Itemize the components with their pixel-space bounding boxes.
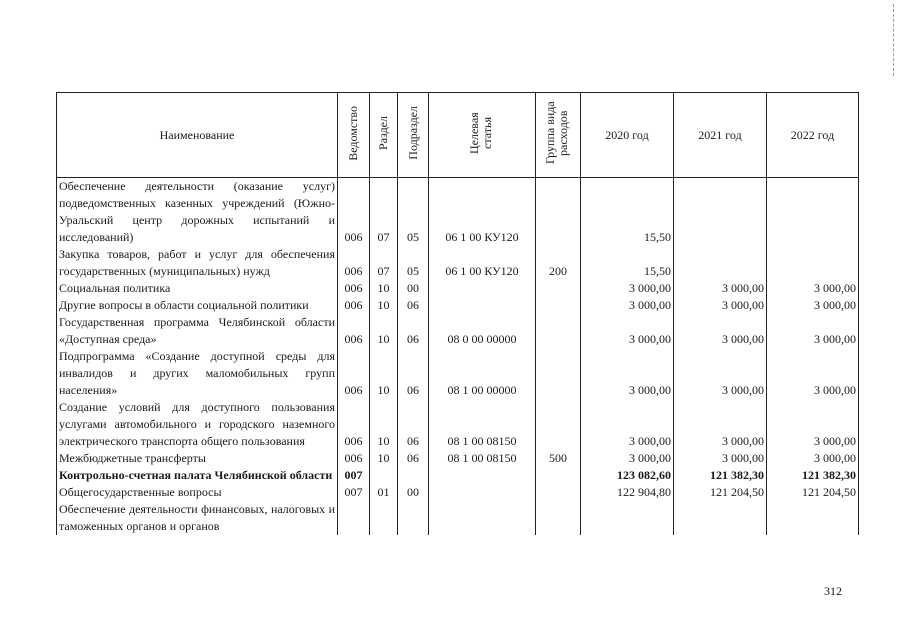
page-edge-mark <box>893 4 895 76</box>
cell-grp <box>536 501 581 535</box>
table-row <box>57 501 859 535</box>
cell-v2022: 3 000,00 <box>767 399 859 450</box>
cell-sub: 00 <box>398 484 429 501</box>
cell-v2022 <box>767 246 859 280</box>
cell-grp <box>536 280 581 297</box>
cell-name: Другие вопросы в области социальной политики <box>57 297 338 314</box>
cell-v2022: 3 000,00 <box>767 314 859 348</box>
table-row <box>57 314 859 348</box>
cell-sec: 01 <box>370 484 398 501</box>
cell-v2020: 122 904,80 <box>581 484 674 501</box>
cell-sec: 07 <box>370 178 398 247</box>
cell-sec: 07 <box>370 246 398 280</box>
cell-name: Обеспечение деятельности финансовых, налоговых и таможенных органов и органов <box>57 501 338 535</box>
cell-sub: 05 <box>398 178 429 247</box>
cell-dept: 006 <box>338 246 370 280</box>
cell-v2020: 3 000,00 <box>581 297 674 314</box>
cell-v2021: 3 000,00 <box>674 399 767 450</box>
cell-v2021: 3 000,00 <box>674 314 767 348</box>
cell-v2021 <box>674 178 767 247</box>
cell-grp <box>536 178 581 247</box>
table-header-row <box>57 93 859 178</box>
cell-v2022 <box>767 178 859 247</box>
cell-v2020: 15,50 <box>581 246 674 280</box>
cell-target <box>429 297 536 314</box>
page-number: 312 <box>824 584 842 598</box>
cell-sub: 06 <box>398 399 429 450</box>
cell-sec <box>370 501 398 535</box>
header-expense-group: Группа вида расходов <box>536 93 581 178</box>
cell-target: 08 1 00 08150 <box>429 399 536 450</box>
cell-dept: 006 <box>338 280 370 297</box>
cell-dept: 006 <box>338 178 370 247</box>
header-2020: 2020 год <box>581 93 674 178</box>
header-subsection: Подраздел <box>398 93 429 178</box>
cell-dept <box>338 501 370 535</box>
cell-name: Подпрограмма «Создание доступной среды для инвалидов и других маломобильных групп населения» <box>57 348 338 399</box>
cell-v2022: 3 000,00 <box>767 348 859 399</box>
cell-sec: 10 <box>370 399 398 450</box>
cell-v2020: 3 000,00 <box>581 399 674 450</box>
cell-sub: 06 <box>398 348 429 399</box>
cell-v2021 <box>674 246 767 280</box>
cell-sec: 10 <box>370 314 398 348</box>
header-2022: 2022 год <box>767 93 859 178</box>
cell-sec: 10 <box>370 297 398 314</box>
header-section: Раздел <box>370 93 398 178</box>
cell-grp <box>536 399 581 450</box>
cell-target: 08 1 00 00000 <box>429 348 536 399</box>
cell-v2020: 3 000,00 <box>581 314 674 348</box>
cell-name: Общегосударственные вопросы <box>57 484 338 501</box>
header-name: Наименование <box>57 93 338 178</box>
cell-target: 08 0 00 00000 <box>429 314 536 348</box>
cell-v2021: 121 382,30 <box>674 467 767 484</box>
table-row <box>57 450 859 467</box>
cell-name: Контрольно-счетная палата Челябинской области <box>57 467 338 484</box>
table-row <box>57 484 859 501</box>
header-target: Целевая статья <box>429 93 536 178</box>
cell-name: Закупка товаров, работ и услуг для обеспечения государственных (муниципальных) нужд <box>57 246 338 280</box>
cell-v2022 <box>767 501 859 535</box>
cell-name: Создание условий для доступного пользования услугами автомобильного и городского наземного электрического транспорта общего пользования <box>57 399 338 450</box>
cell-v2020: 15,50 <box>581 178 674 247</box>
budget-table <box>56 92 859 535</box>
cell-v2020 <box>581 501 674 535</box>
header-department: Ведомство <box>338 93 370 178</box>
cell-sub: 06 <box>398 450 429 467</box>
cell-target: 08 1 00 08150 <box>429 450 536 467</box>
cell-grp <box>536 484 581 501</box>
cell-dept: 006 <box>338 314 370 348</box>
cell-sec: 10 <box>370 348 398 399</box>
cell-sub <box>398 501 429 535</box>
cell-target <box>429 484 536 501</box>
cell-sub: 06 <box>398 314 429 348</box>
table-row <box>57 297 859 314</box>
table-row <box>57 348 859 399</box>
cell-grp: 200 <box>536 246 581 280</box>
cell-v2022: 121 204,50 <box>767 484 859 501</box>
cell-target <box>429 280 536 297</box>
cell-sec: 10 <box>370 280 398 297</box>
cell-target: 06 1 00 КУ120 <box>429 246 536 280</box>
cell-dept: 006 <box>338 450 370 467</box>
cell-name: Социальная политика <box>57 280 338 297</box>
cell-name: Межбюджетные трансферты <box>57 450 338 467</box>
table-row <box>57 178 859 247</box>
cell-v2021: 3 000,00 <box>674 348 767 399</box>
cell-dept: 006 <box>338 399 370 450</box>
cell-dept: 006 <box>338 348 370 399</box>
table-row <box>57 399 859 450</box>
cell-target <box>429 501 536 535</box>
cell-v2020: 3 000,00 <box>581 348 674 399</box>
cell-v2022: 3 000,00 <box>767 297 859 314</box>
cell-sec: 10 <box>370 450 398 467</box>
cell-grp <box>536 297 581 314</box>
cell-v2022: 121 382,30 <box>767 467 859 484</box>
cell-v2020: 123 082,60 <box>581 467 674 484</box>
cell-v2021 <box>674 501 767 535</box>
cell-grp <box>536 467 581 484</box>
cell-v2020: 3 000,00 <box>581 450 674 467</box>
cell-sec <box>370 467 398 484</box>
cell-v2021: 3 000,00 <box>674 297 767 314</box>
cell-grp <box>536 348 581 399</box>
table-row <box>57 280 859 297</box>
table-row <box>57 467 859 484</box>
cell-target: 06 1 00 КУ120 <box>429 178 536 247</box>
cell-v2021: 3 000,00 <box>674 450 767 467</box>
cell-sub <box>398 467 429 484</box>
table-row <box>57 246 859 280</box>
cell-dept: 007 <box>338 484 370 501</box>
cell-sub: 05 <box>398 246 429 280</box>
header-2021: 2021 год <box>674 93 767 178</box>
cell-name: Обеспечение деятельности (оказание услуг) подведомственных казенных учреждений (Южно-Уральский центр дорожных испытаний и исследований) <box>57 178 338 247</box>
cell-v2022: 3 000,00 <box>767 280 859 297</box>
cell-target <box>429 467 536 484</box>
cell-dept: 006 <box>338 297 370 314</box>
cell-v2020: 3 000,00 <box>581 280 674 297</box>
cell-dept: 007 <box>338 467 370 484</box>
cell-grp <box>536 314 581 348</box>
cell-v2022: 3 000,00 <box>767 450 859 467</box>
cell-grp: 500 <box>536 450 581 467</box>
cell-sub: 00 <box>398 280 429 297</box>
cell-sub: 06 <box>398 297 429 314</box>
cell-v2021: 3 000,00 <box>674 280 767 297</box>
cell-v2021: 121 204,50 <box>674 484 767 501</box>
cell-name: Государственная программа Челябинской области «Доступная среда» <box>57 314 338 348</box>
